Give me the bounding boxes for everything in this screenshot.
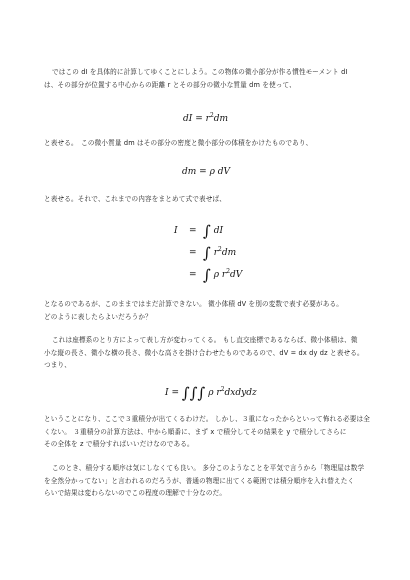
eq-exponent: 2 (218, 246, 222, 253)
eq-r: r (221, 270, 227, 280)
eq-rhs (203, 266, 243, 284)
eq-lhs: I (165, 388, 169, 398)
eq-dV: dV (217, 167, 231, 177)
eq-r: r (216, 388, 221, 398)
eq-rho: ρ (209, 167, 215, 177)
eq-dm: dm (221, 248, 237, 258)
text-line: つまり、 (44, 361, 71, 369)
paragraph-triple-integral (44, 413, 384, 451)
eq-exponent: 2 (226, 268, 231, 275)
eq-lhs: dm (182, 167, 197, 177)
paragraph-dm (44, 137, 384, 150)
eq-rho: ρ (213, 270, 219, 280)
eq-equals: = (189, 270, 197, 280)
eq-exponent: 2 (209, 112, 214, 119)
equation-dm (182, 167, 230, 177)
paragraph-volume-question (44, 298, 384, 323)
paragraph-integration-order (44, 462, 392, 500)
eq-rhs (203, 222, 224, 240)
paragraph-coordinates (44, 334, 392, 372)
text-line: どのように表したらよいだろうか？ (44, 312, 152, 321)
integral-sign: ∫ (203, 222, 211, 240)
text-line: を全然分かってない」と言われるのだろうが、普通の物理に出てくる範囲では積分順序を入れ替えたく (44, 476, 355, 485)
text-line: 小な縦の長さ、微小な横の長さ、微小な高さを掛け合わせたものであるので、dV = dx dy dz と表せる。 (44, 348, 364, 357)
text-line: と表せる。それで、これまでの内容をまとめて式で表せば、 (44, 195, 226, 203)
text-line: ではこの dI を具体的に計算してゆくことにしよう。この物体の微小部分が作る慣性モーメント dI (52, 68, 348, 76)
equation-triple-integral (165, 384, 257, 402)
eq-equals: = (195, 114, 203, 124)
eq-r: r (205, 114, 210, 124)
text-line: くない。 ３重積分の計算方法は、中から順番に、まず x で積分してその結果を y で積分してさらに (44, 427, 347, 436)
eq-r: r (213, 248, 219, 258)
eq-equals: = (171, 388, 179, 398)
eq-lhs: I (174, 226, 178, 236)
integral-sign: ∫ (203, 266, 211, 284)
eq-lhs: dI (183, 114, 193, 124)
text-line: ということになり、ここで３重積分が出てくるわけだ。 しかし、３重になったからといって怖れる必要は全 (44, 415, 370, 423)
integral-sign: ∫ (189, 384, 198, 402)
text-line: らいで結果は変わらないのでこの程度の理解で十分なのだ。 (44, 489, 227, 497)
integral-sign: ∫ (203, 244, 211, 262)
integral-sign: ∫ (181, 384, 190, 402)
paragraph-intro (44, 66, 392, 91)
eq-rho: ρ (208, 388, 214, 398)
eq-exponent: 2 (220, 386, 225, 393)
text-line: これは座標系のとり方によって表し方が変わってくる。 もし直交座標であるならば、微小体積は、微 (52, 336, 358, 344)
eq-equals: = (189, 226, 197, 236)
eq-equals: = (189, 248, 197, 258)
text-line: その全体を z で積分すればいいだけなのである。 (44, 440, 194, 448)
text-line: と表せる。 この微小質量 dm はその部分の密度と微小部分の体積をかけたものであり、 (44, 139, 313, 147)
text-line: は、その部分が位置する中心からの距離 r とその部分の微小な質量 dm を使って、 (44, 80, 296, 89)
text-line: となるのであるが、このままではまだ計算できない。 微小体積 dV を別の変数で表す必要がある。 (44, 300, 343, 308)
eq-rhs (203, 244, 237, 262)
paragraph-summary (44, 193, 384, 206)
eq-dm: dm (213, 114, 229, 124)
equation-dI (183, 114, 228, 124)
integral-sign: ∫ (197, 384, 206, 402)
eq-equals: = (199, 167, 207, 177)
eq-dV: dV (230, 270, 243, 280)
eq-term: dI (213, 226, 224, 236)
text-line: このとき、積分する順序は気にしなくても良い。 多分このようなことを平気で言うから「物理屋は数学 (52, 464, 365, 472)
eq-differentials: dxdydz (224, 388, 257, 398)
